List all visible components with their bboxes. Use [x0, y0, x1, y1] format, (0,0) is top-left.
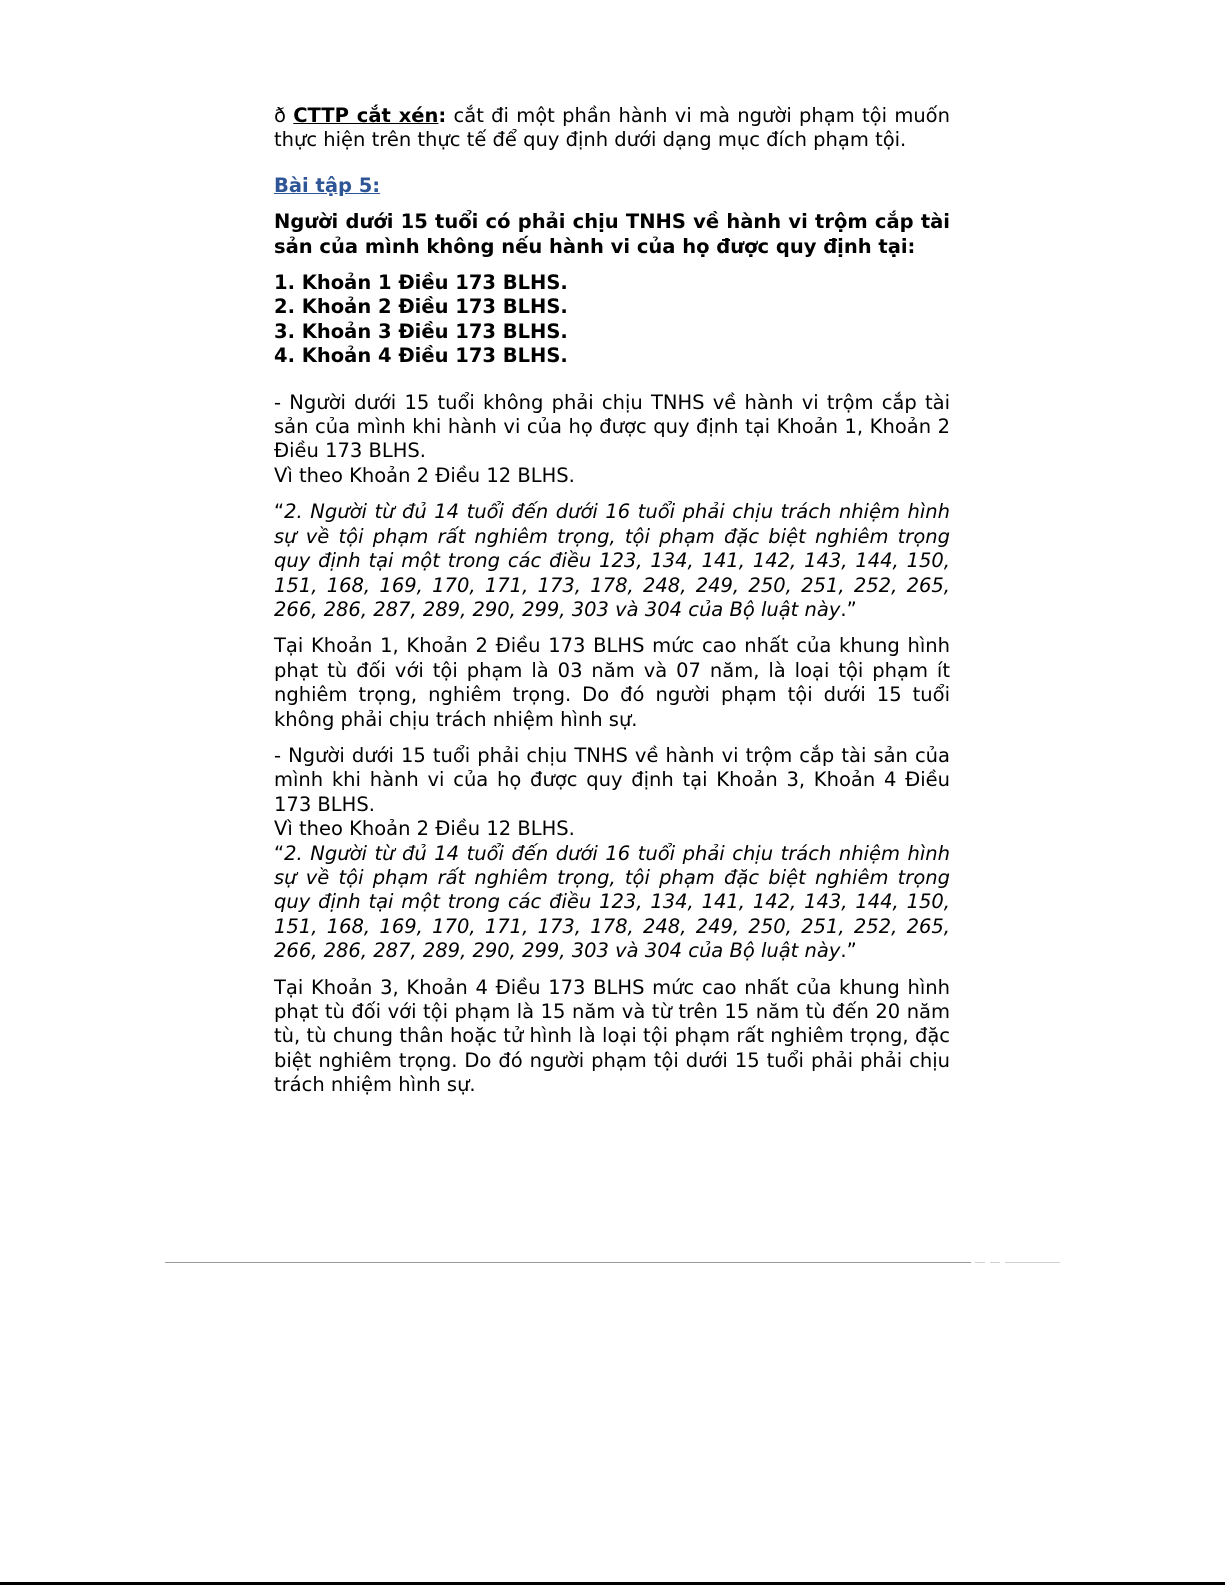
option-2: 2. Khoản 2 Điều 173 BLHS.: [274, 295, 568, 319]
option-4: 4. Khoản 4 Điều 173 BLHS.: [274, 344, 568, 368]
answer1-quote: [274, 500, 950, 622]
footer-dash: [975, 1262, 985, 1263]
option-1: 1. Khoản 1 Điều 173 BLHS.: [274, 271, 568, 295]
answer1-quote-text: 2. Người từ đủ 14 tuổi đến dưới 16 tuổi phải chịu trách nhiệm hình sự về tội phạm rất nghiêm trọng, tội phạm đặc biệt nghiêm trọng quy định tại một trong các điều 123, 134, 141, 142, 143, 144, 150, 151, 168, 169, 170, 171, 173, 178, 248, 249, 250, 251, 252, 265, 266, 286, 287, 289, 290, 299, 303 và 304 của Bộ luật này: [274, 500, 950, 621]
exercise-heading: Bài tập 5:: [274, 173, 381, 197]
answer1-quote-close: .”: [840, 597, 857, 621]
options-list: [274, 271, 950, 369]
answer1-analysis: Tại Khoản 1, Khoản 2 Điều 173 BLHS mức cao nhất của khung hình phạt tù đối với tội phạm là 03 năm và 07 năm, là loại tội phạm ít nghiêm trọng, nghiêm trọng. Do đó người phạm tội dưới 15 tuổi không phải chịu trách nhiệm hình sự.: [274, 634, 950, 731]
intro-paragraph: [274, 104, 950, 153]
answer2-quote-close: .”: [840, 939, 857, 963]
answer2-quote-open: “: [274, 841, 285, 865]
answer1-reason: Vì theo Khoản 2 Điều 12 BLHS.: [274, 463, 575, 487]
answer2-reason: Vì theo Khoản 2 Điều 12 BLHS.: [274, 817, 575, 841]
option-3: 3. Khoản 3 Điều 173 BLHS.: [274, 319, 568, 343]
answer2-quote: [274, 842, 950, 964]
intro-text: cắt đi một phần hành vi mà người phạm tội muốn thực hiện trên thực tế để quy định dưới dạng mục đích phạm tội.: [274, 104, 950, 152]
footer-dash: [990, 1262, 1000, 1263]
intro-bullet: ð: [274, 104, 294, 127]
answer2-statement: - Người dưới 15 tuổi phải chịu TNHS về hành vi trộm cắp tài sản của mình khi hành vi của họ được quy định tại Khoản 3, Khoản 4 Điều 173 BLHS.: [274, 743, 950, 816]
footer-dash: [1005, 1262, 1060, 1263]
answer1-quote-open: “: [274, 500, 285, 524]
question-paragraph: Người dưới 15 tuổi có phải chịu TNHS về hành vi trộm cắp tài sản của mình không nếu hành vi của họ được quy định tại:: [274, 210, 950, 258]
intro-colon: :: [438, 104, 447, 127]
answer1-statement: - Người dưới 15 tuổi không phải chịu TNHS về hành vi trộm cắp tài sản của mình khi hành vi của họ được quy định tại Khoản 1, Khoản 2 Điều 173 BLHS.: [274, 390, 950, 463]
footer-rule: [165, 1262, 971, 1263]
document-page: [274, 104, 950, 1098]
answer2-quote-text: 2. Người từ đủ 14 tuổi đến dưới 16 tuổi phải chịu trách nhiệm hình sự về tội phạm rất nghiêm trọng, tội phạm đặc biệt nghiêm trọng quy định tại một trong các điều 123, 134, 141, 142, 143, 144, 150, 151, 168, 169, 170, 171, 173, 178, 248, 249, 250, 251, 252, 265, 266, 286, 287, 289, 290, 299, 303 và 304 của Bộ luật này: [274, 841, 950, 963]
answer2-analysis: Tại Khoản 3, Khoản 4 Điều 173 BLHS mức cao nhất của khung hình phạt tù đối với tội phạm là 15 năm và từ trên 15 năm tù đến 20 năm tù, tù chung thân hoặc tử hình là loại tội phạm rất nghiêm trọng, đặc biệt nghiêm trọng. Do đó người phạm tội dưới 15 tuổi phải phải chịu trách nhiệm hình sự.: [274, 975, 950, 1097]
intro-term: CTTP cắt xén: [293, 104, 439, 127]
